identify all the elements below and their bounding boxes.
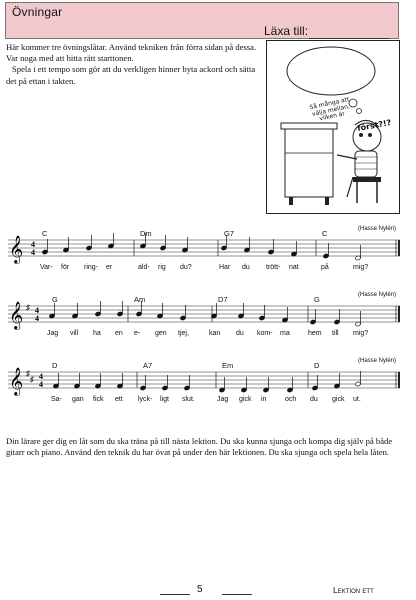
footer-rule-right (222, 594, 252, 595)
lyric-syllable: du? (180, 264, 192, 271)
lyric-syllable: Har (219, 264, 231, 271)
staff-notation (0, 354, 416, 434)
lyric-syllable: in (261, 396, 267, 403)
lyric-syllable: lyck- (138, 396, 153, 403)
lyric-syllable: nat (289, 264, 299, 271)
thought-bubble-emphasis: först?!? (356, 118, 392, 133)
lyric-syllable: ha (93, 330, 101, 337)
lyric-syllable: till (332, 330, 339, 337)
lyric-syllable: kan (209, 330, 221, 337)
lyric-syllable: gick (332, 396, 345, 403)
chord-symbol: D7 (218, 295, 228, 304)
time-signature: 4 (31, 240, 35, 249)
sharp-icon: ♯ (26, 303, 30, 312)
chord-symbol: G (52, 295, 58, 304)
lyric-syllable: du (236, 330, 244, 337)
thought-bubble-text: Så många att välja mellan, vilken är (308, 96, 351, 123)
treble-clef-icon: 𝄞 (9, 367, 24, 395)
lyric-syllable: ald- (138, 264, 150, 271)
lyric-syllable: e- (134, 330, 141, 337)
treble-clef-icon: 𝄞 (9, 235, 24, 263)
lyric-syllable: och (285, 396, 297, 403)
homework-label: Läxa till: (264, 24, 309, 38)
composer-credit: (Hasse Nylén) (358, 292, 397, 298)
chord-symbol: C (42, 229, 48, 238)
chord-symbol: Am (134, 295, 146, 304)
lesson-label: Lektion ett (333, 585, 374, 595)
lyric-syllable: hem (308, 330, 322, 337)
chord-symbol: Em (222, 361, 234, 370)
chord-symbol: D (314, 361, 320, 370)
homework-fill-line (309, 38, 389, 39)
chord-symbol: A7 (143, 361, 153, 370)
chord-symbol: Dm (140, 229, 152, 238)
lyric-syllable: Var- (40, 264, 53, 271)
intro-paragraph-1: Här kommer tre övningslåtar. Använd tekniken från förra sidan på dessa. Var noga med att hitta rätt starttonen. (6, 42, 257, 64)
chord-symbol: G7 (224, 229, 235, 238)
section-title: Övningar (12, 5, 63, 19)
lyric-syllable: gan (72, 396, 84, 403)
lyric-syllable: tjej, (178, 330, 189, 337)
time-signature: 4 (35, 306, 39, 315)
lyric-syllable: mig? (353, 264, 369, 271)
chord-symbol: D (52, 361, 58, 370)
lyric-syllable: för (61, 264, 70, 271)
composer-credit: (Hasse Nylén) (358, 226, 397, 232)
page-number: 5 (197, 584, 203, 595)
song-staff-3 (0, 354, 416, 434)
lyric-syllable: kom- (257, 330, 273, 337)
lyric-syllable: ring- (84, 264, 99, 271)
lyric-syllable: Jag (47, 330, 59, 337)
lyric-syllable: gick (239, 396, 252, 403)
lyric-syllable: du (310, 396, 318, 403)
lyric-syllable: er (106, 264, 113, 271)
lyric-syllable: rig (158, 264, 166, 271)
time-signature: 4 (35, 314, 39, 323)
lyric-syllable: ett (115, 396, 123, 403)
lyric-syllable: Sa- (51, 396, 62, 403)
lyric-syllable: trött- (266, 264, 281, 271)
chord-symbol: C (322, 229, 328, 238)
lyric-syllable: gen (155, 330, 167, 337)
lyric-syllable: Jag (217, 396, 229, 403)
lyric-syllable: ligt (160, 396, 169, 403)
lyric-syllable: slut. (182, 396, 195, 403)
intro-paragraph-2: Spela i ett tempo som gör att du verkligen hinner byta ackord och sätta det på ettan i takten. (6, 64, 256, 86)
lyric-syllable: ut. (353, 396, 361, 403)
lyric-syllable: fick (93, 396, 104, 403)
exercise-header (5, 2, 399, 39)
composer-credit: (Hasse Nylén) (358, 358, 397, 364)
lyric-syllable: du (242, 264, 250, 271)
lyric-syllable: mig? (353, 330, 369, 337)
time-signature: 4 (31, 248, 35, 257)
outro-text: Din lärare ger dig en låt som du ska träna på till nästa lektion. Du ska kunna sjunga och kompa dig själv på både gitarr och piano. Använd den teknik du har övat på under den här lektionen. Du ska sjunga och spela hela låten. (6, 436, 393, 458)
lyric-syllable: ma (280, 330, 290, 337)
chord-symbol: G (314, 295, 320, 304)
time-signature: 4 (39, 372, 43, 381)
sharp-icon: ♯ (30, 375, 34, 384)
illustration (266, 40, 400, 214)
lyric-syllable: vill (70, 330, 79, 337)
intro-text (6, 42, 262, 87)
time-signature: 4 (39, 380, 43, 389)
sharp-icon: ♯ (26, 369, 30, 378)
footer-rule-left (160, 594, 190, 595)
treble-clef-icon: 𝄞 (9, 301, 24, 329)
lyric-syllable: en (115, 330, 123, 337)
lyric-syllable: på (321, 264, 329, 271)
